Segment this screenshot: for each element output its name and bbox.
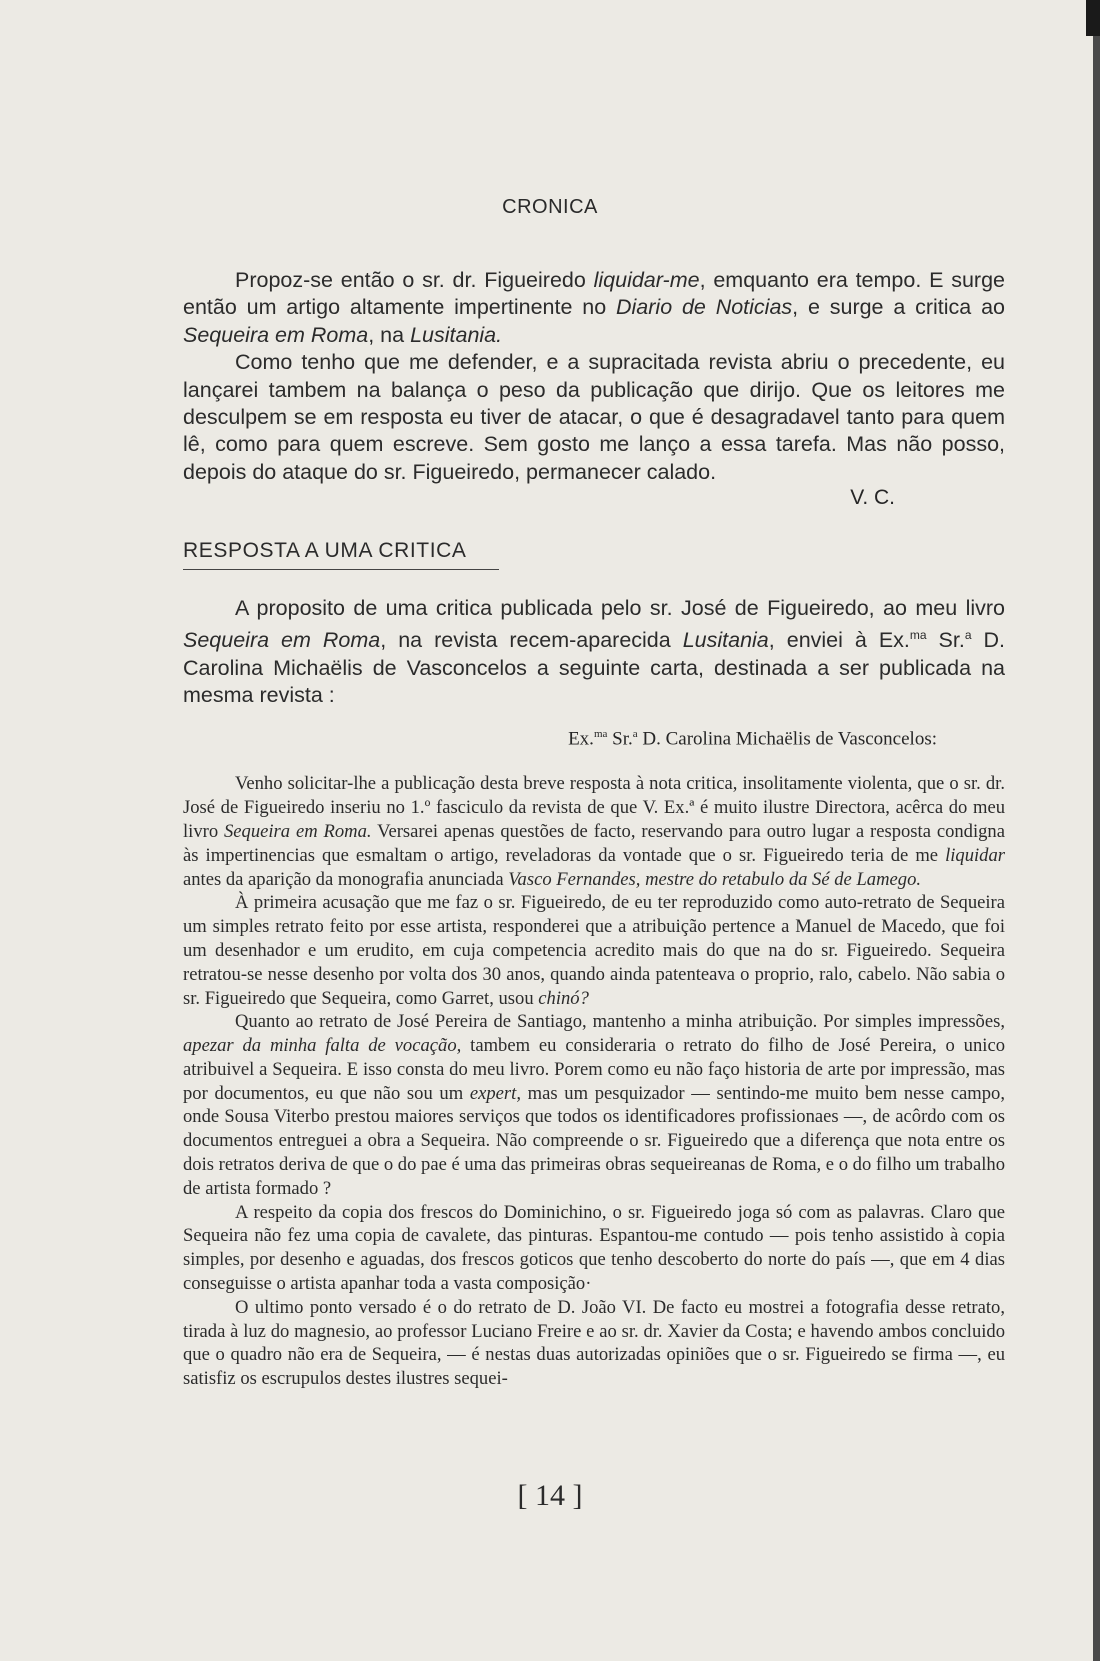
text-run: tambem eu consideraria o retrato do filho de José Pereira, o unico atribuivel a Sequeira. E isso consta do meu livro. Porem como eu não faço historia de arte por impressão, mas por documentos, eu que não sou um xyxy=(183,1035,1005,1104)
running-head: CRONICA xyxy=(502,196,598,218)
letter-salutation xyxy=(183,728,1005,750)
intro-paragraph-2: Como tenho que me defender, e a supracitada revista abriu o precedente, eu lançarei tambem na balança o peso da publicação que dirijo. Que os leitores me desculpem se em resposta eu tiver de atacar, o que é desagradavel tanto para quem lê, como para quem escreve. Sem gosto me lanço a essa tarefa. Mas não posso, depois do ataque do sr. Figueiredo, permanecer calado. xyxy=(183,350,1005,484)
text-run: antes da aparição da monografia anunciada xyxy=(183,868,509,890)
italic-run: Diario de Noticias xyxy=(616,295,793,320)
letter-paragraph-5: O ultimo ponto versado é o do retrato de D. João VI. De facto eu mostrei a fotografia desse retrato, tirada à luz do magnesio, ao professor Luciano Freire e ao sr. dr. Xavier da Costa; e havendo ambos concluido que o quadro não era de Sequeira, — é nestas duas autorizadas opiniões que o sr. Figueiredo se firma —, eu satisfiz os escrupulos destes ilustres sequei- xyxy=(183,1296,1005,1390)
text-run: mas um pesquizador — sentindo-me muito bem nesse campo, onde Sousa Viterbo prestou maiores serviços que todos os identificadores profissionaes —, de acôrdo com os documentos entreguei a obra a Sequeira. Não compreende o sr. Figueiredo que a diferença que nota entre os dois retratos deriva de que o do pae é uma das primeiras obras sequeireanas de Roma, e o do filho um trabalho de artista formado ? xyxy=(183,1082,1005,1199)
italic-run: Sequeira em Roma. xyxy=(224,820,372,842)
text-run: D. Carolina Michaëlis de Vasconcelos a seguinte carta, destinada a ser publicada na mesma revista : xyxy=(183,628,1005,708)
text-run: À primeira acusação que me faz o sr. Figueiredo, de eu ter reproduzido como auto-retrato de Sequeira um simples retrato feito por esse artista, responderei que a atribuição pertence a Manuel de Macedo, que foi um desenhador e um erudito, em cuja competencia acredito mais do que na do sr. Figueiredo. Sequeira retratou-se nesse desenho por volta dos 30 anos, quando ainda patenteava o proprio, ralo, cabelo. Não sabia o sr. Figueiredo que Sequeira, como Garret, usou xyxy=(183,892,1005,1009)
text-run: , emquanto era tempo. E surge então um artigo altamente impertinente no xyxy=(183,268,1005,320)
text-run: , e surge a critica ao xyxy=(792,295,1005,320)
letter-paragraph-3 xyxy=(183,1010,1005,1200)
page-edge-corner xyxy=(1086,0,1100,36)
superscript: ma xyxy=(593,728,608,740)
letter-block xyxy=(183,728,1005,1391)
intro-block xyxy=(183,267,1005,510)
italic-run: Lusitania xyxy=(682,628,769,653)
page-edge xyxy=(1093,0,1100,1661)
text-run: , na revista recem-aparecida xyxy=(380,628,683,653)
section-title: RESPOSTA A UMA CRITICA xyxy=(183,539,499,570)
intro-paragraph-1 xyxy=(183,267,1005,349)
page-number: [ 14 ] xyxy=(517,1479,583,1512)
superscript: a xyxy=(632,728,638,740)
text-run: Versarei apenas questões de facto, reservando para outro lugar a resposta condigna às impertinencias que esmaltam o artigo, reveladoras da vontade que o sr. Figueiredo teria de me xyxy=(183,820,1005,866)
italic-run: liquidar xyxy=(945,844,1005,866)
text-run: Sr. xyxy=(607,728,633,750)
italic-run: Sequeira em Roma xyxy=(183,322,369,347)
italic-run: expert, xyxy=(469,1082,521,1104)
text-run: Venho solicitar-lhe a publicação desta breve resposta à nota critica, insolitamente violenta, que o sr. dr. José de Figueiredo inseriu no 1.º fasciculo da revista de que V. Ex.ª é muito ilustre Directora, acêrca do meu livro xyxy=(183,773,1005,842)
letter-paragraph-4: A respeito da copia dos frescos do Dominichino, o sr. Figueiredo joga só com as palavras. Claro que Sequeira não fez uma copia de cavalete, das pinturas. Espantou-me contudo — pois tenho assistido à copia simples, por desenho e aguadas, dos frescos goticos que tenho descoberto do norte do país —, que em 4 dias conseguisse o artista apanhar toda a vasta composição· xyxy=(183,1201,1005,1295)
letter-paragraph-1 xyxy=(183,772,1005,891)
text-run: Sr. xyxy=(926,628,965,653)
text-run: Ex. xyxy=(568,728,594,750)
letter-paragraph-2 xyxy=(183,891,1005,1010)
italic-run: Vasco Fernandes, mestre do retabulo da Sé de Lamego. xyxy=(508,868,922,890)
text-run: Propoz-se então o sr. dr. Figueiredo xyxy=(235,268,594,292)
superscript: ma xyxy=(909,628,927,643)
text-run: , na xyxy=(368,322,411,347)
lead-paragraph xyxy=(183,595,1005,710)
italic-run: Lusitania. xyxy=(410,322,503,347)
text-run: Quanto ao retrato de José Pereira de Santiago, mantenho a minha atribuição. Por simples impressões, xyxy=(235,1011,1005,1033)
text-run: D. Carolina Michaëlis de Vasconcelos: xyxy=(637,728,937,750)
text-run: A proposito de uma critica publicada pelo sr. José de Figueiredo, ao meu livro xyxy=(235,596,1005,620)
italic-run: apezar da minha falta de vocação, xyxy=(183,1035,462,1057)
italic-run: chinó? xyxy=(538,987,589,1009)
italic-run: liquidar-me xyxy=(593,268,700,292)
spacer xyxy=(183,750,1005,772)
superscript: a xyxy=(964,628,972,643)
italic-run: Sequeira em Roma xyxy=(183,628,381,653)
text-run: , enviei à Ex. xyxy=(768,628,910,653)
signature: V. C. xyxy=(850,486,895,510)
lead-paragraph-block xyxy=(183,595,1005,710)
